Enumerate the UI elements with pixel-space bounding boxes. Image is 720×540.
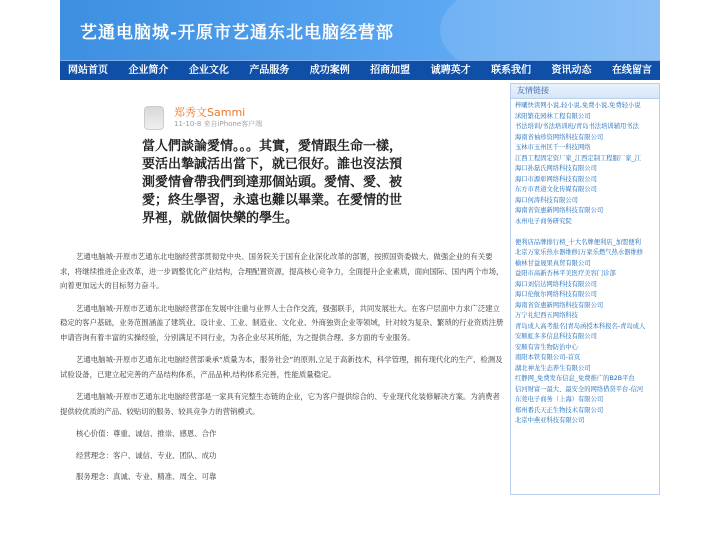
friend-link-spacer [515,227,659,238]
nav-item-home[interactable]: 网站首页 [68,65,108,76]
friend-link[interactable]: 万宁礼纪西五网络科技 [515,312,578,319]
friend-link[interactable]: 榆林甘益晟果真贸有限公司 [515,259,591,267]
friend-link[interactable]: 北京万家乐热水器维修|万家乐燃气热水器维修 [515,249,644,256]
friend-link[interactable]: 书法培训/书法培训班/青岛书法培训辅用书法 [515,123,639,130]
main-content [60,80,504,540]
friend-link[interactable]: 梓曦快读网小说,轻小说,免费小说,免费轻小说 [515,102,641,109]
friend-link[interactable]: 北京中燕亚科技有限公司 [515,417,585,424]
page [60,0,660,481]
friend-link[interactable]: 江西工程固定资厂家_江西定制工程服厂家_江 [515,154,641,162]
nav-item-company-profile[interactable]: 企业简介 [128,65,169,76]
friend-link[interactable]: 红静网_免费发布信息_免费推广的B2B平台 [515,375,635,382]
friend-link[interactable]: 海南省袖珍资网络科技有限公司 [515,133,604,141]
site-banner [60,0,660,60]
friend-link[interactable]: 海口伦航尔网络科技有限公司 [515,291,597,298]
article-paragraph: 艺通电脑城-开原市艺通东北电脑经营部秉承“质量为本，服务社会”的原则,立足于高新技术，科学管理，拥有现代化的生产、检测及试验设备，已建立起完善的产品结构体系，产品品种,结构体系完善，性能质量稳定。 [60,355,503,379]
main-nav [60,60,660,80]
nav-item-franchise[interactable]: 招商加盟 [370,65,411,76]
friend-link[interactable]: 玉林市玉州区千一科技网络 [515,144,591,151]
service-philosophy-line: 服务理念：真诚、专业、精准、周全、可靠 [76,472,217,481]
friend-link[interactable]: 信河财富一最大、最安全的网络借贷平台-信河 [515,385,644,393]
friend-link[interactable]: 青岛成人高考报名|青岛函授本科报名-青岛成人 [515,322,646,330]
friend-link[interactable]: 海口刘信达网络科技有限公司 [515,280,597,288]
article-body [60,250,504,492]
friend-link[interactable]: 安顺有害生物防治中心 [515,343,578,351]
friend-link[interactable]: 海南省资惠新网络科技有限公司 [515,301,604,309]
post-body: 當人們談論愛情。。。其實，愛情跟生命一樣，要活出摯誠活出當下，就已很好。誰也沒法預測愛情會帶我們到達那個站頭。愛情、愛、被愛；終生學習，永遠也難以畢業。在愛情的世界裡，就做個快樂的學生。 [142,139,403,226]
weibo-post-image [134,104,418,244]
article-paragraph: 艺通电脑城-开原市艺通东北电脑经营部在发展中注重与业界人士合作交流，强强联手，共同发展壮大。在客户层面中力求广泛建立稳定的客户基础，业务范围涵盖了建筑业、设计业、工业、制造业、文化业、外商独资企业等领域，针对较为复杂、繁琐的行业资质注册申请咨询有着丰富的实操经验，分别满足不同行业，为各企业尽其所能，为之提供合理、多方面的专业服务。 [60,303,504,342]
friend-link[interactable]: 永州电子商务研究院 [515,217,572,225]
nav-item-products-services[interactable]: 产品服务 [249,65,290,76]
friend-link[interactable]: 海口何涛科技有限公司 [515,196,578,204]
friend-link[interactable]: 海南省资惠新网络科技有限公司 [515,207,604,214]
banner-highlight [440,0,660,60]
core-values-line: 核心价值：尊重、诚信、推崇、感恩、合作 [76,429,217,438]
friend-links-title: 友情链接 [511,84,659,99]
friend-link[interactable]: 海口市源彰网络科技有限公司 [515,175,597,183]
site-title: 艺通电脑城-开原市艺通东北电脑经营部 [80,23,395,43]
business-philosophy-line: 经营理念：客户、诚信、专业、团队、成功 [76,450,217,460]
nav-item-corporate-culture[interactable]: 企业文化 [188,65,229,76]
nav-item-contact[interactable]: 联系我们 [491,65,532,76]
friend-link[interactable]: 郑州番氏天正生物技术有限公司 [515,406,604,414]
friend-links-panel [510,83,660,495]
nav-item-news[interactable]: 资讯动态 [551,65,592,76]
nav-item-cases[interactable]: 成功案例 [309,65,350,76]
nav-item-guestbook[interactable]: 在线留言 [611,65,652,76]
article-paragraph: 艺通电脑城-开原市艺通东北电脑经营部是一家具有完整生态链的企业，它为客户提供综合的、专业现代化装修解决方案。为消费者提供较优质的产品、较贴切的服务、较具竞争力的营销模式。 [60,392,500,416]
friend-link[interactable]: 南阳本铁有限公司-首页 [515,354,581,361]
post-author-name: 郑秀文Sammi [174,106,246,119]
friend-link[interactable]: 湖北神龙生态养生有限公司 [515,364,591,372]
friend-link[interactable]: 东方市君道文化传媒有限公司 [515,186,597,193]
friend-link[interactable]: 东莞电子商务（上海）有限公司 [515,396,604,403]
friend-links-list [511,99,659,427]
friend-link[interactable]: 沭阳繁花园林工程有限公司 [515,112,591,120]
post-meta: 11-10-8 来自iPhone客户端 [174,120,263,128]
friend-link[interactable]: 益阳市高新杏林平美医疗美容门诊部 [515,270,616,277]
avatar [144,106,164,130]
friend-link[interactable]: 安顺虹多多信息科技有限公司 [515,333,597,340]
friend-link[interactable]: 便利店品牌排行榜_十大名牌便利店_加盟便利 [515,238,641,246]
article-paragraph: 艺通电脑城-开原市艺通东北电脑经营部贯彻党中央、国务院关于国有企业深化改革的部署，按照国资委做大、做强企业的有关要求，将继续推进企业改革，进一步调整优化产业结构，合理配置资源，提高核心竞争力，全面提升企业素质，面向国际、国内两个市场，向着更加远大的目标努力奋斗。 [60,252,504,290]
friend-link[interactable]: 海口孙磊氏网络科技有限公司 [515,165,597,172]
nav-item-careers[interactable]: 诚聘英才 [430,65,471,76]
